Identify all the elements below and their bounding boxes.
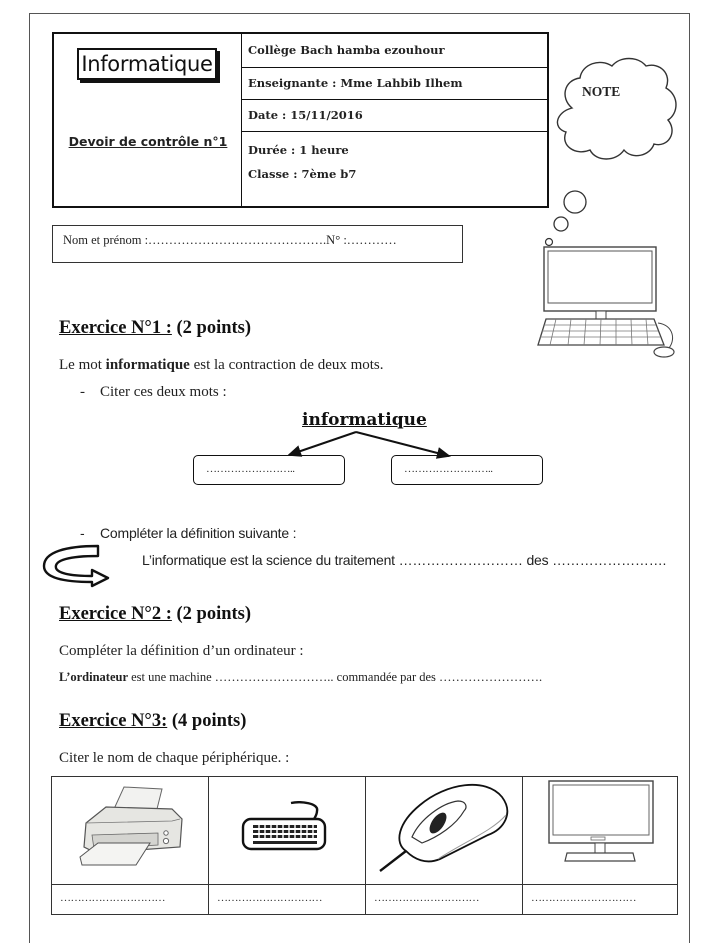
device-cell-monitor — [523, 777, 677, 885]
diagram-arrows-icon — [0, 0, 720, 470]
keyboard-icon — [241, 801, 333, 861]
device-cell-mouse — [366, 777, 523, 885]
printer-icon — [76, 783, 186, 873]
device-answer-mouse[interactable]: ………………………… — [366, 885, 523, 914]
exam-title: Devoir de contrôle n°1 — [68, 134, 228, 149]
device-cell-keyboard — [209, 777, 366, 885]
intro-text: Le mot — [59, 357, 106, 373]
mouse-icon — [376, 779, 516, 883]
bullet-dash: - — [80, 384, 85, 400]
exam-duration: Durée : 1 heure — [248, 143, 349, 157]
exercise2-points: (2 points) — [171, 604, 252, 624]
exercise3-heading: Exercice N°3: — [59, 711, 168, 731]
device-answer-printer[interactable]: ………………………… — [52, 885, 209, 914]
exercise1-bullet2 — [80, 525, 296, 541]
diagram-word: informatique — [302, 410, 427, 430]
answer-box-right[interactable]: …………………….. — [391, 455, 543, 485]
exercise1-heading: Exercice N°1 : — [59, 318, 172, 338]
class-name: Classe : 7ème b7 — [248, 167, 357, 181]
bullet-dash: - — [80, 525, 85, 541]
exercise2-title — [59, 604, 251, 625]
bullet2-text: Compléter la définition suivante : — [100, 525, 297, 541]
exam-date: Date : 15/11/2016 — [242, 100, 547, 132]
peripherals-table — [51, 776, 678, 915]
sentence-rest: est une machine ……………………….. commandée par des ……………………. — [128, 670, 543, 684]
answer-box-left[interactable]: …………………….. — [193, 455, 345, 485]
exercise3-instruction: Citer le nom de chaque périphérique. : — [59, 750, 290, 766]
exercise1-points: (2 points) — [171, 318, 252, 338]
bullet1-text: Citer ces deux mots : — [100, 384, 227, 400]
subject-title: Informatique — [77, 48, 217, 80]
device-answer-keyboard[interactable]: ………………………… — [209, 885, 366, 914]
note-label: NOTE — [582, 84, 621, 99]
curved-arrow-icon — [40, 540, 144, 590]
exercise2-sentence[interactable] — [59, 670, 542, 685]
exercise3-title — [59, 711, 246, 732]
student-name-field[interactable]: Nom et prénom :…………………………………….N° :………… — [52, 225, 463, 263]
school-name: Collège Bach hamba ezouhour — [242, 34, 547, 68]
exercise2-heading: Exercice N°2 : — [59, 604, 172, 624]
sentence-bold-word: L’ordinateur — [59, 670, 128, 684]
device-cell-printer — [52, 777, 209, 885]
exercise3-points: (4 points) — [167, 711, 247, 731]
device-answer-monitor[interactable]: ………………………… — [531, 892, 636, 904]
definition-sentence[interactable]: L’informatique est la science du traitement ……………………… des ……………………. — [142, 552, 667, 568]
exercise2-instruction: Compléter la définition d’un ordinateur : — [59, 643, 304, 659]
teacher-name: Enseignante : Mme Lahbib Ilhem — [242, 68, 547, 100]
monitor-icon — [545, 779, 657, 865]
intro-text-end: est la contraction de deux mots. — [189, 357, 384, 373]
intro-bold-word: informatique — [105, 357, 190, 373]
